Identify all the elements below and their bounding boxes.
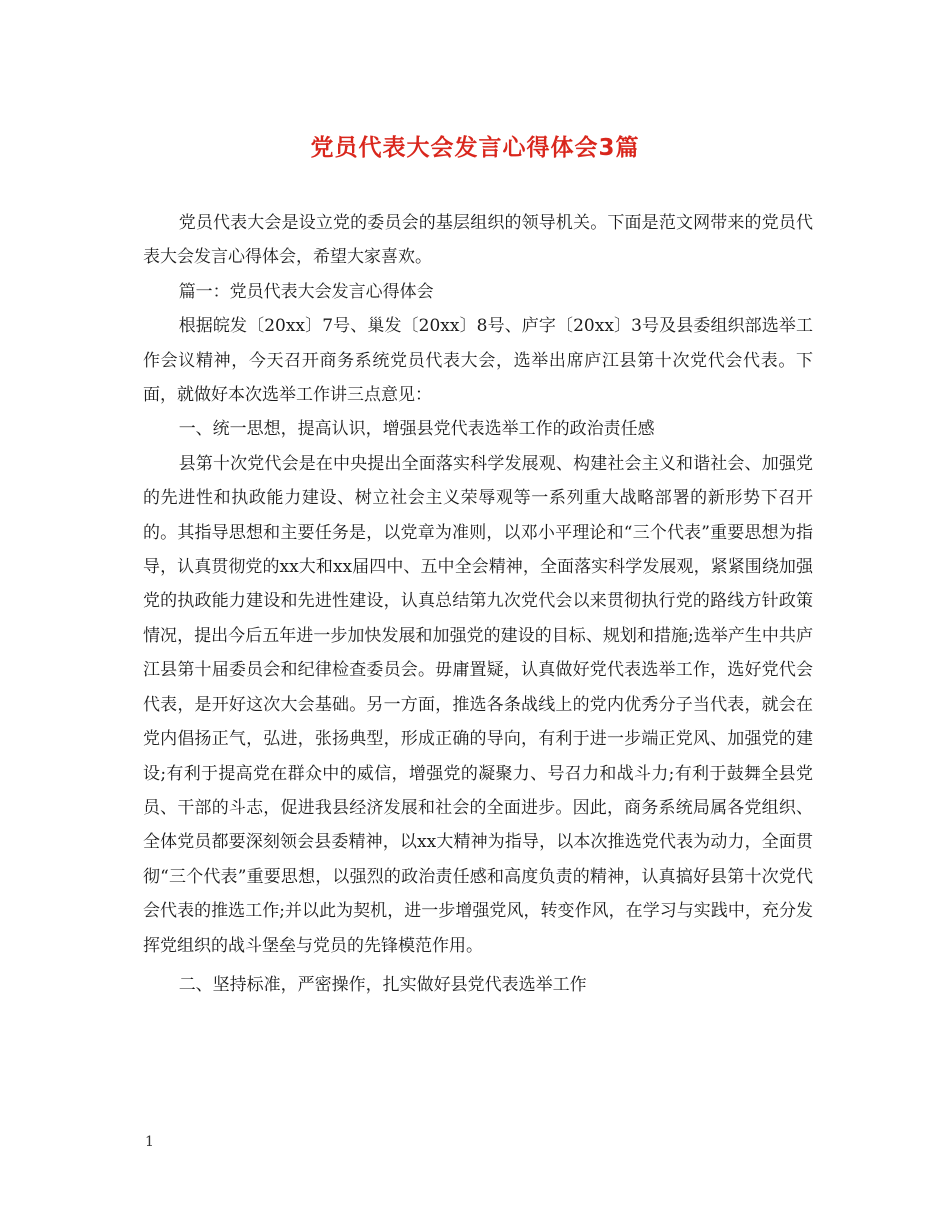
- document-body: [143, 206, 813, 1002]
- page-number: 1: [145, 1134, 154, 1150]
- section-heading-1: 一、统一思想，提高认识，增强县党代表选举工作的政治责任感: [178, 419, 655, 440]
- document-title: 党员代表大会发言心得体会3篇: [310, 135, 640, 161]
- body-paragraph: 根据皖发〔20xx〕7号、巢发〔20xx〕8号、庐字〔20xx〕3号及县委组织部选举工作会议精神，今天召开商务系统党员代表大会，选举出席庐江县第十次党代会代表。下面，就做好本次选举工作讲三点意见：: [143, 316, 813, 406]
- body-paragraph: 县第十次党代会是在中央提出全面落实科学发展观、构建社会主义和谐社会、加强党的先进性和执政能力建设、树立社会主义荣辱观等一系列重大战略部署的新形势下召开的。其指导思想和主要任务是，以党章为准则，以邓小平理论和“三个代表”重要思想为指导，认真贯彻党的xx大和xx届四中、五中全会精神，全面落实科学发展观，紧紧围绕加强党的执政能力建设和先进性建设，认真总结第九次党代会以来贯彻执行党的路线方针政策情况，提出今后五年进一步加快发展和加强党的建设的目标、规划和措施;选举产生中共庐江县第十届委员会和纪律检查委员会。毋庸置疑，认真做好党代表选举工作，选好党代会代表，是开好这次大会基础。另一方面，推选各条战线上的党内优秀分子当代表，就会在党内倡扬正气，弘进，张扬典型，形成正确的导向，有利于进一步端正党风、加强党的建设;有利于提高党在群众中的威信，增强党的凝聚力、号召力和战斗力;有利于鼓舞全县党员、干部的斗志，促进我县经济发展和社会的全面进步。因此，商务系统局属各党组织、全体党员都要深刻领会县委精神，以xx大精神为指导，以本次推选党代表为动力，全面贯彻“三个代表”重要思想，以强烈的政治责任感和高度负责的精神，认真搞好县第十次党代会代表的推选工作;并以此为契机，进一步增强党风，转变作风，在学习与实践中，充分发挥党组织的战斗堡垒与党员的先锋模范作用。: [143, 453, 813, 956]
- intro-paragraph: 党员代表大会是设立党的委员会的基层组织的领导机关。下面是范文网带来的党员代表大会发言心得体会，希望大家喜欢。: [143, 213, 813, 268]
- section-heading-part-one: 篇一：党员代表大会发言心得体会: [178, 281, 434, 302]
- section-heading-2: 二、坚持标准，严密操作，扎实做好县党代表选举工作: [178, 974, 587, 995]
